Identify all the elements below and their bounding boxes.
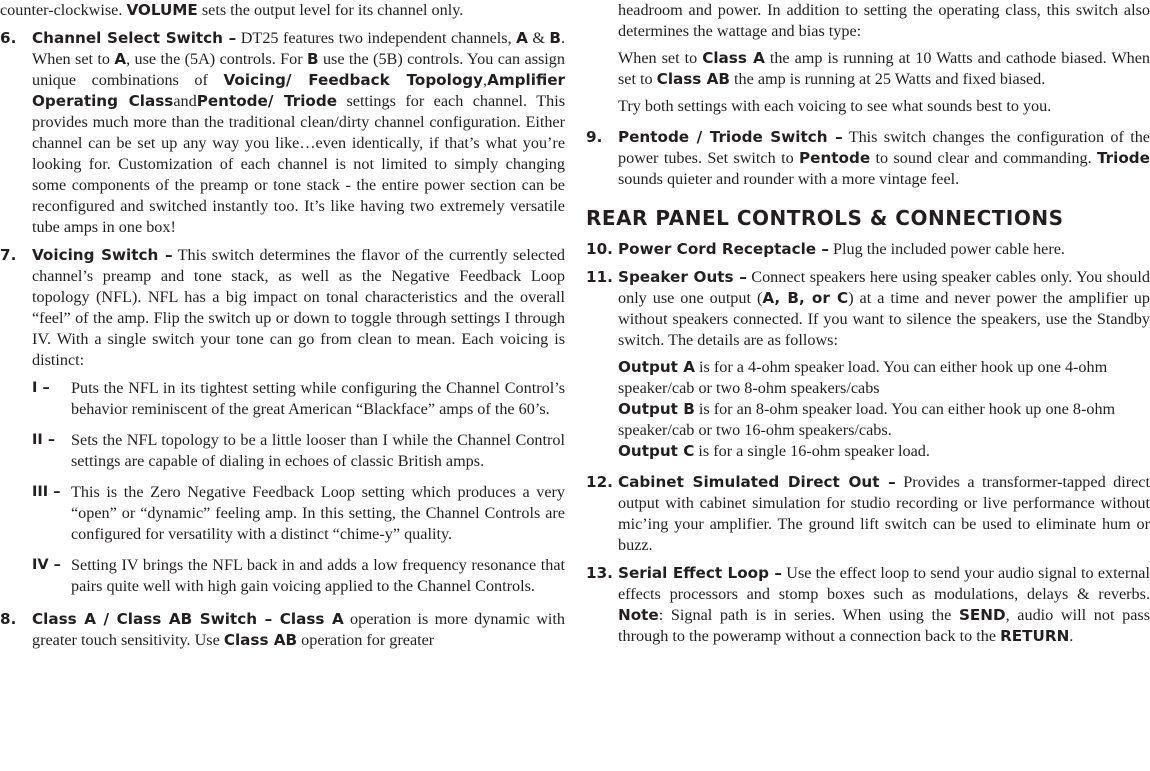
item-pentode-triode: 9. Pentode / Triode Switch – This switch changes the configuration of the power tubes. Set switch to Pentode to sound clear and commanding. Triode sounds quieter and rounder with a more vintage feel.	[586, 128, 1150, 188]
voicing-i: I – Puts the NFL in its tightest setting while configuring the Channel Control’s behavior reminiscent of the great American “Blackface” amps of the 60’s.	[32, 379, 565, 418]
voicing-iii: III – This is the Zero Negative Feedback Loop setting which produces a very “open” or “dynamic” feeling amp. In this setting, the Channel Controls are configured for versatility with a distinct “chime-y” quality.	[32, 483, 565, 543]
output-c: Output C is for a single 16-ohm speaker load.	[618, 442, 930, 460]
section-heading: REAR PANEL CONTROLS & CONNECTIONS	[586, 206, 1064, 230]
voicing-ii: II – Sets the NFL topology to be a little looser than I while the Channel Control settings are capable of dialing in echoes of classic British amps.	[32, 431, 565, 470]
item-direct-out: 12. Cabinet Simulated Direct Out – Provides a transformer-tapped direct output with cabinet simulation for studio recording or live performance without mic’ing your amplifier. The ground lift switch can be used to eliminate hum or buzz.	[586, 473, 1150, 554]
right-column	[586, 0, 1150, 654]
class-try: Try both settings with each voicing to see what sounds best to you.	[618, 97, 1052, 115]
class-wattage: When set to Class A the amp is running at 10 Watts and cathode biased. When set to Class AB the amp is running at 25 Watts and fixed biased.	[618, 49, 1150, 88]
item-voicing-switch: 7. Voicing Switch – This switch determines the flavor of the currently selected channel’s preamp and tone stack, as well as the Negative Feedback Loop topology (NFL). NFL has a big impact on tonal characteristics and the overall “feel” of the amp. Flip the switch up or down to toggle through settings I through IV. With a single switch your tone can go from clean to mean. Each voicing is distinct:	[0, 246, 565, 369]
intro-paragraph: counter-clockwise. VOLUME sets the output level for its channel only.	[0, 1, 464, 19]
output-a: Output A is for a 4-ohm speaker load. You can either hook up one 4-ohm speaker/cab or two 8-ohm speakers/cabs	[618, 358, 1108, 397]
voicing-iv: IV – Setting IV brings the NFL back in and adds a low frequency resonance that pairs quite well with high gain voicing applied to the Channel Controls.	[32, 556, 565, 595]
item-channel-select: 6. Channel Select Switch – DT25 features two independent channels, A & B. When set to A, use the (5A) controls. For B use the (5B) controls. You can assign unique combinations of Voicing/ Feedback Topology,Amplifier Operating ClassandPentode/ Triode settings for each channel. This provides much more than the traditional clean/dirty channel configuration. Either channel can be set up any way you like…even identically, if that’s what you’re looking for. Customization of each channel is not limited to simply changing some components of the preamp or tone stack - the entire power section can be reconfigured and switched instantly too. It’s like having two extremely versatile tube amps in one box!	[0, 29, 566, 236]
outputs-list	[618, 357, 1150, 462]
output-b: Output B is for an 8-ohm speaker load. You can either hook up one 8-ohm speaker/cab or two 16-ohm speakers/cabs.	[618, 400, 1116, 439]
item-class-switch: 8. Class A / Class AB Switch – Class A operation is more dynamic with greater touch sensitivity. Use Class AB operation for greater	[0, 610, 565, 649]
item-power-cord: 10. Power Cord Receptacle – Plug the included power cable here.	[586, 240, 1065, 258]
left-column	[0, 0, 565, 658]
class-continued: headroom and power. In addition to setting the operating class, this switch also determines the wattage and bias type:	[618, 1, 1150, 40]
item-speaker-outs: 11. Speaker Outs – Connect speakers here using speaker cables only. You should only use one output (A, B, or C) at a time and never power the amplifier up without speakers connected. If you want to silence the speakers, use the Standby switch. The details are as follows:	[586, 268, 1150, 349]
item-effect-loop: 13. Serial Effect Loop – Use the effect loop to send your audio signal to external effects processors and stomp boxes such as modulations, delays & reverbs. Note: Signal path is in series. When using the SEND, audio will not pass through to the poweramp without a connection back to the RETURN.	[586, 564, 1150, 645]
